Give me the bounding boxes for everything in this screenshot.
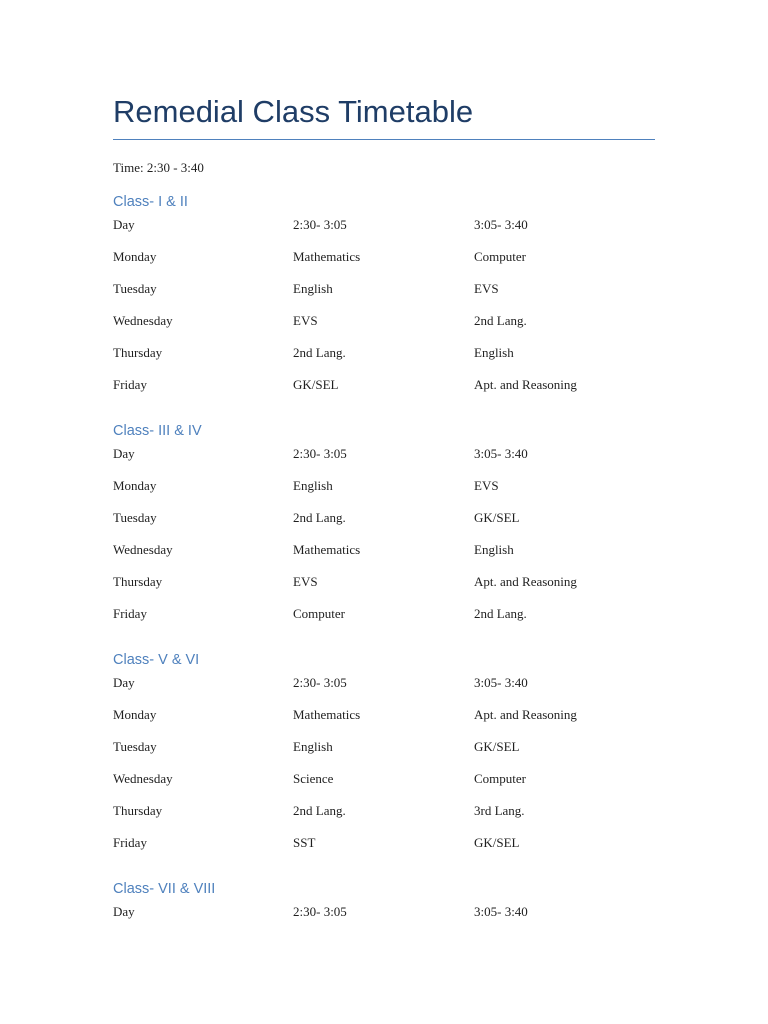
day-cell: Monday — [113, 249, 157, 264]
subject-cell: English — [474, 542, 514, 557]
table-row — [113, 245, 655, 277]
section-heading: Class- I & II — [113, 194, 188, 210]
subject-cell: Apt. and Reasoning — [474, 574, 577, 589]
table-row — [113, 277, 655, 309]
header-period-2: 3:05- 3:40 — [474, 904, 528, 919]
subject-cell: EVS — [474, 478, 499, 493]
section-heading: Class- VII & VIII — [113, 881, 216, 897]
subject-cell: English — [474, 345, 514, 360]
page-title: Remedial Class Timetable — [113, 94, 474, 129]
time-range: Time: 2:30 - 3:40 — [113, 160, 204, 175]
table-header-row — [113, 900, 655, 932]
subject-cell: GK/SEL — [474, 510, 520, 525]
subject-cell: EVS — [474, 281, 499, 296]
subject-cell: English — [293, 281, 333, 296]
header-day: Day — [113, 217, 135, 232]
day-cell: Monday — [113, 478, 157, 493]
table-row — [113, 570, 655, 602]
subject-cell: EVS — [293, 574, 318, 589]
table-row — [113, 799, 655, 831]
day-cell: Tuesday — [113, 510, 157, 525]
timetable-section-class-5-6 — [113, 651, 655, 863]
day-cell: Tuesday — [113, 281, 157, 296]
timetable-section-class-3-4 — [113, 422, 655, 634]
table-row — [113, 309, 655, 341]
day-cell: Wednesday — [113, 542, 173, 557]
header-period-2: 3:05- 3:40 — [474, 446, 528, 461]
subject-cell: Computer — [474, 249, 526, 264]
timetable-section-class-1-2 — [113, 193, 655, 405]
subject-cell: Mathematics — [293, 249, 361, 264]
subject-cell: 2nd Lang. — [293, 510, 346, 525]
header-day: Day — [113, 904, 135, 919]
subject-cell: SST — [293, 835, 316, 850]
subject-cell: Mathematics — [293, 542, 361, 557]
subject-cell: GK/SEL — [293, 377, 339, 392]
table-row — [113, 341, 655, 373]
table-row — [113, 474, 655, 506]
title-underline — [113, 139, 655, 140]
table-header-row — [113, 442, 655, 474]
table-row — [113, 735, 655, 767]
subject-cell: English — [293, 478, 333, 493]
header-period-1: 2:30- 3:05 — [293, 904, 347, 919]
table-row — [113, 703, 655, 735]
day-cell: Wednesday — [113, 313, 173, 328]
day-cell: Thursday — [113, 345, 163, 360]
subject-cell: Apt. and Reasoning — [474, 707, 577, 722]
subject-cell: EVS — [293, 313, 318, 328]
header-period-2: 3:05- 3:40 — [474, 675, 528, 690]
header-day: Day — [113, 675, 135, 690]
subject-cell: 2nd Lang. — [293, 345, 346, 360]
subject-cell: Computer — [293, 606, 345, 621]
day-cell: Thursday — [113, 803, 163, 818]
subject-cell: GK/SEL — [474, 739, 520, 754]
header-period-2: 3:05- 3:40 — [474, 217, 528, 232]
day-cell: Friday — [113, 377, 147, 392]
subject-cell: 2nd Lang. — [474, 313, 527, 328]
subject-cell: Computer — [474, 771, 526, 786]
subject-cell: Apt. and Reasoning — [474, 377, 577, 392]
table-row — [113, 831, 655, 863]
table-row — [113, 602, 655, 634]
header-period-1: 2:30- 3:05 — [293, 446, 347, 461]
subject-cell: English — [293, 739, 333, 754]
table-row — [113, 767, 655, 799]
subject-cell: GK/SEL — [474, 835, 520, 850]
header-period-1: 2:30- 3:05 — [293, 675, 347, 690]
subject-cell: 3rd Lang. — [474, 803, 525, 818]
table-row — [113, 373, 655, 405]
subject-cell: Science — [293, 771, 334, 786]
day-cell: Friday — [113, 835, 147, 850]
day-cell: Thursday — [113, 574, 163, 589]
day-cell: Tuesday — [113, 739, 157, 754]
subject-cell: 2nd Lang. — [293, 803, 346, 818]
day-cell: Friday — [113, 606, 147, 621]
subject-cell: 2nd Lang. — [474, 606, 527, 621]
table-header-row — [113, 671, 655, 703]
day-cell: Wednesday — [113, 771, 173, 786]
header-day: Day — [113, 446, 135, 461]
table-row — [113, 538, 655, 570]
section-heading: Class- III & IV — [113, 423, 202, 439]
table-header-row — [113, 213, 655, 245]
subject-cell: Mathematics — [293, 707, 361, 722]
section-heading: Class- V & VI — [113, 652, 200, 668]
table-row — [113, 506, 655, 538]
timetable-section-class-7-8 — [113, 880, 655, 932]
header-period-1: 2:30- 3:05 — [293, 217, 347, 232]
day-cell: Monday — [113, 707, 157, 722]
